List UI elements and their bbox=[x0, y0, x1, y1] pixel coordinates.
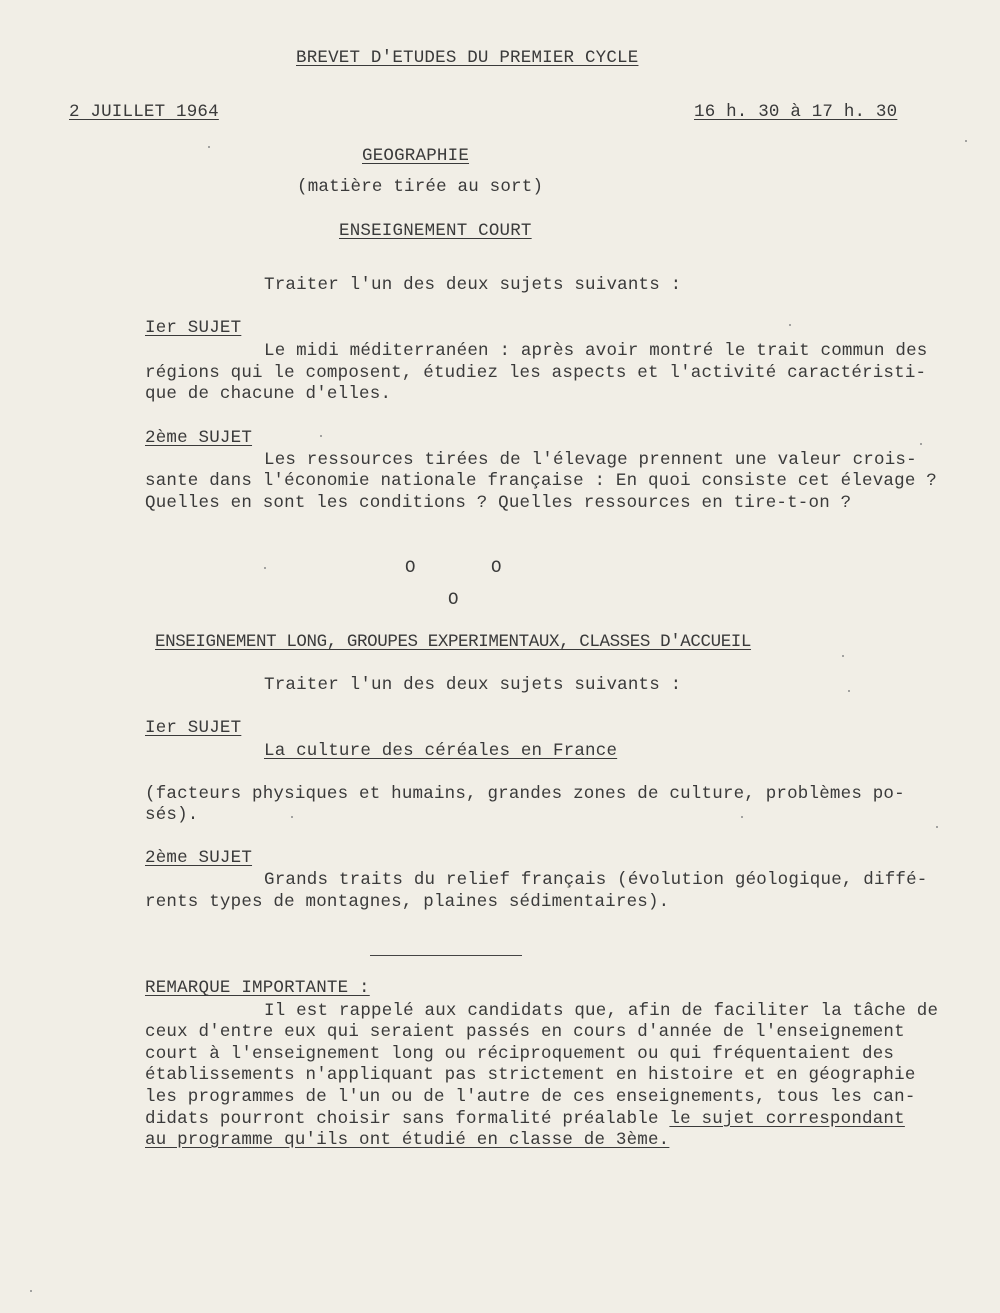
remark-line: ceux d'entre eux qui seraient passés en cours d'année de l'enseignement bbox=[145, 1022, 905, 1042]
subject-name: GEOGRAPHIE bbox=[362, 146, 470, 166]
sujet-text-line: Quelles en sont les conditions ? Quelles ressources en tire-t-on ? bbox=[145, 493, 852, 513]
sujet-title: La culture des céréales en France bbox=[264, 741, 618, 761]
sujet-label: Ier SUJET bbox=[145, 318, 242, 338]
paper-speck bbox=[848, 690, 850, 692]
remark-line: établissements n'appliquant pas strictement en histoire et en géographie bbox=[145, 1065, 916, 1085]
separator-mark: O bbox=[448, 590, 459, 610]
paper-speck bbox=[936, 826, 938, 828]
remark-line: court à l'enseignement long ou réciproquement ou qui fréquentaient des bbox=[145, 1044, 895, 1064]
paper-speck bbox=[264, 567, 266, 569]
sujet-text-line: que de chacune d'elles. bbox=[145, 384, 392, 404]
sujet-text-line: Les ressources tirées de l'élevage prennent une valeur crois- bbox=[264, 450, 917, 470]
remark-line: au programme qu'ils ont étudié en classe de 3ème. bbox=[145, 1130, 670, 1150]
separator-mark: O bbox=[405, 558, 416, 578]
sujet-text-line: Grands traits du relief français (évolution géologique, diffé- bbox=[264, 870, 928, 890]
sujet-label: 2ème SUJET bbox=[145, 428, 253, 448]
remark-line: les programmes de l'un ou de l'autre de ces enseignements, tous les can- bbox=[145, 1087, 916, 1107]
divider-line bbox=[370, 955, 522, 956]
paper-speck bbox=[208, 146, 210, 148]
section-long-instruction: Traiter l'un des deux sujets suivants : bbox=[264, 675, 682, 695]
sujet-text-line: Le midi méditerranéen : après avoir montré le trait commun des bbox=[264, 341, 928, 361]
document-title: BREVET D'ETUDES DU PREMIER CYCLE bbox=[296, 48, 639, 68]
sujet-text-line: (facteurs physiques et humains, grandes zones de culture, problèmes po- bbox=[145, 784, 905, 804]
sujet-text-line: rents types de montagnes, plaines sédimentaires). bbox=[145, 892, 670, 912]
sujet-label: 2ème SUJET bbox=[145, 848, 253, 868]
paper-speck bbox=[291, 816, 293, 818]
paper-speck bbox=[30, 1290, 32, 1292]
subject-note: (matière tirée au sort) bbox=[297, 177, 544, 197]
paper-speck bbox=[741, 816, 743, 818]
sujet-label: Ier SUJET bbox=[145, 718, 242, 738]
section-heading-court: ENSEIGNEMENT COURT bbox=[339, 221, 532, 241]
paper-speck bbox=[320, 435, 322, 437]
remark-line: didats pourront choisir sans formalité préalable le sujet correspondant bbox=[145, 1109, 905, 1129]
section-heading-long: ENSEIGNEMENT LONG, GROUPES EXPERIMENTAUX, CLASSES D'ACCUEIL bbox=[155, 632, 752, 652]
sujet-text-line: sante dans l'économie nationale française : En quoi consiste cet élevage ? bbox=[145, 471, 937, 491]
exam-date: 2 JUILLET 1964 bbox=[69, 102, 219, 122]
remark-heading: REMARQUE IMPORTANTE : bbox=[145, 978, 370, 998]
paper-speck bbox=[842, 655, 844, 657]
paper-speck bbox=[920, 443, 922, 445]
paper-speck bbox=[965, 140, 967, 142]
remark-line: Il est rappelé aux candidats que, afin de faciliter la tâche de bbox=[264, 1001, 939, 1021]
paper-speck bbox=[789, 324, 791, 326]
exam-time: 16 h. 30 à 17 h. 30 bbox=[694, 102, 898, 122]
section-court-instruction: Traiter l'un des deux sujets suivants : bbox=[264, 275, 682, 295]
separator-mark: O bbox=[491, 558, 502, 578]
sujet-text-line: régions qui le composent, étudiez les aspects et l'activité caractéristi- bbox=[145, 363, 927, 383]
sujet-text-line: sés). bbox=[145, 805, 199, 825]
